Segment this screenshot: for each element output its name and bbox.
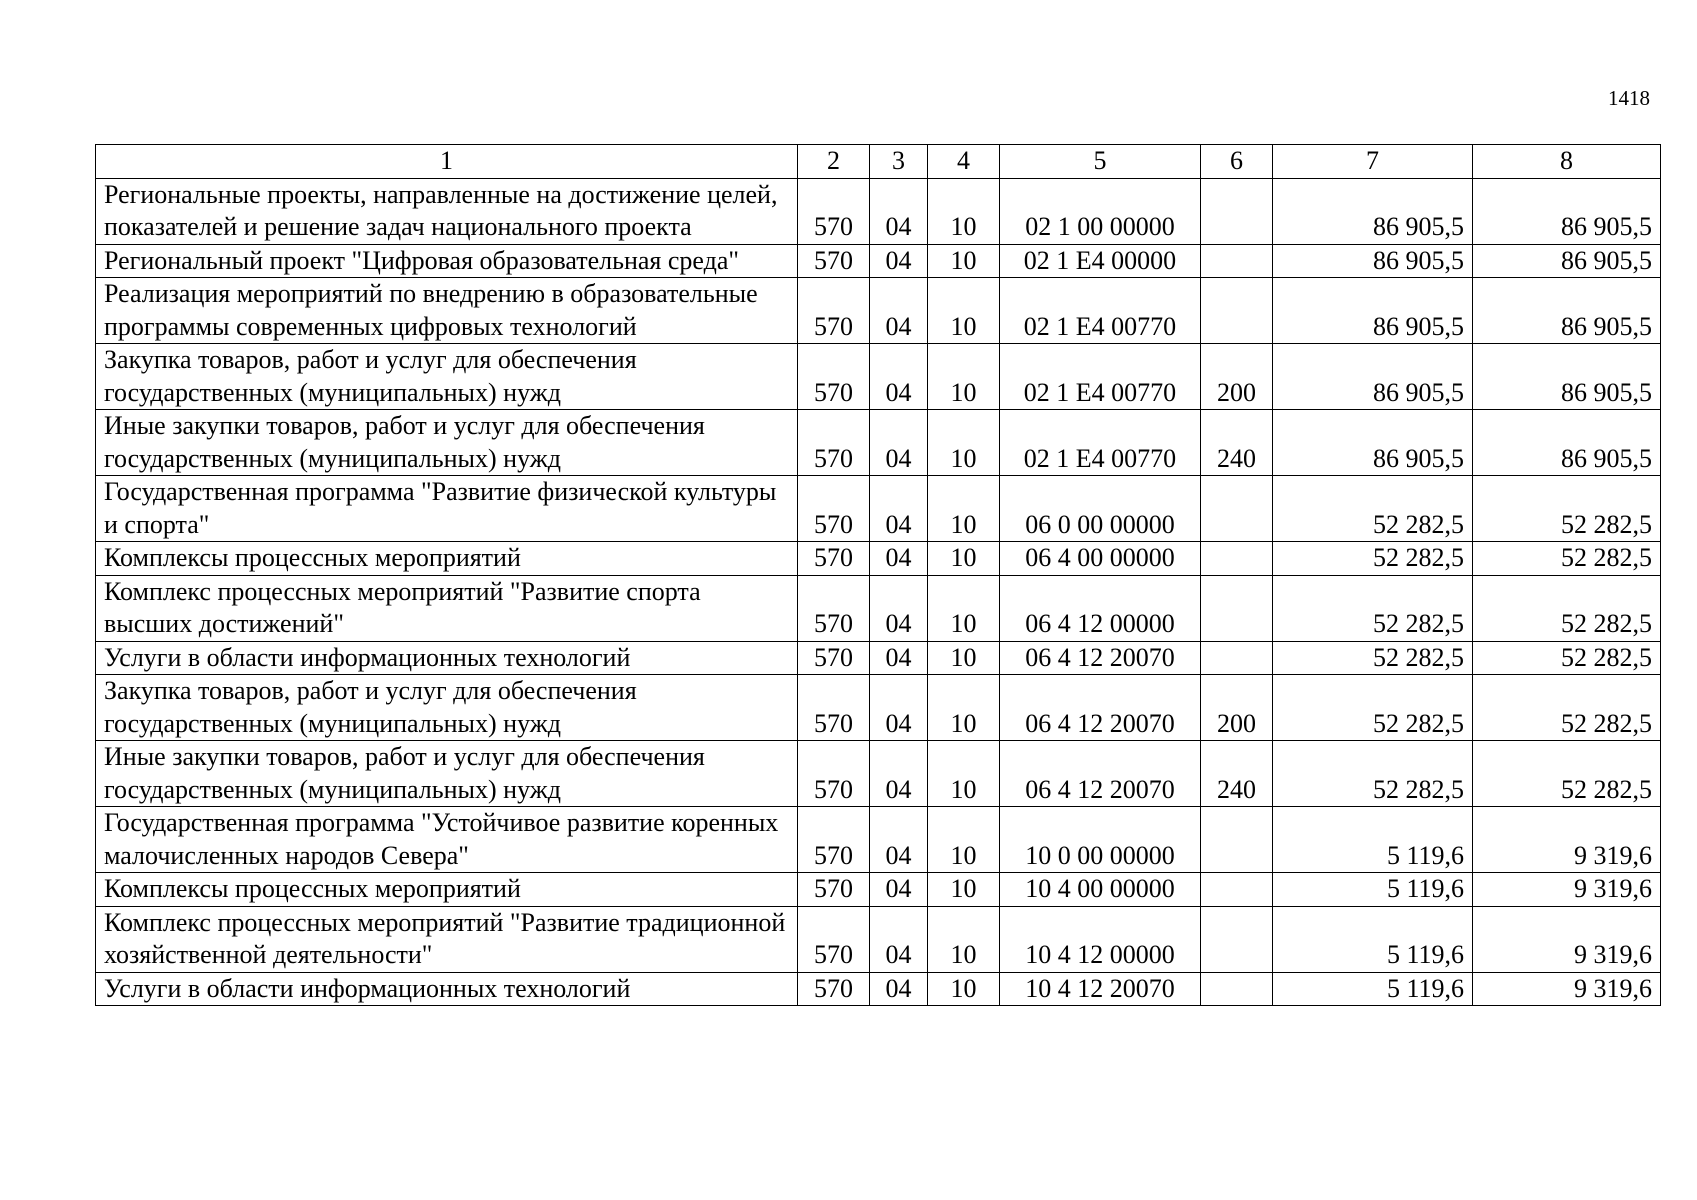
cell-target-article: 06 4 12 20070 (1000, 741, 1201, 807)
table-row (96, 807, 1661, 873)
table-row (96, 244, 1661, 278)
cell-target-article: 10 0 00 00000 (1000, 807, 1201, 873)
cell-subsection: 10 (928, 178, 1000, 244)
cell-amount-year2: 52 282,5 (1473, 542, 1661, 576)
cell-expense-type (1201, 178, 1273, 244)
cell-ministry-code: 570 (798, 410, 870, 476)
cell-expense-type (1201, 244, 1273, 278)
table-row (96, 741, 1661, 807)
cell-target-article: 02 1 Е4 00770 (1000, 278, 1201, 344)
cell-expense-type: 240 (1201, 410, 1273, 476)
cell-amount-year1: 86 905,5 (1273, 410, 1473, 476)
table-row (96, 873, 1661, 907)
cell-amount-year1: 86 905,5 (1273, 178, 1473, 244)
cell-section: 04 (870, 542, 928, 576)
column-header: 7 (1273, 145, 1473, 179)
cell-amount-year1: 86 905,5 (1273, 344, 1473, 410)
cell-subsection: 10 (928, 873, 1000, 907)
cell-amount-year2: 9 319,6 (1473, 873, 1661, 907)
cell-target-article: 06 4 00 00000 (1000, 542, 1201, 576)
cell-section: 04 (870, 575, 928, 641)
cell-ministry-code: 570 (798, 178, 870, 244)
cell-amount-year1: 52 282,5 (1273, 542, 1473, 576)
cell-target-article: 06 0 00 00000 (1000, 476, 1201, 542)
cell-amount-year2: 52 282,5 (1473, 675, 1661, 741)
cell-ministry-code: 570 (798, 476, 870, 542)
cell-subsection: 10 (928, 906, 1000, 972)
cell-ministry-code: 570 (798, 741, 870, 807)
cell-target-article: 02 1 00 00000 (1000, 178, 1201, 244)
header-row (96, 145, 1661, 179)
column-header: 6 (1201, 145, 1273, 179)
cell-amount-year2: 9 319,6 (1473, 906, 1661, 972)
cell-ministry-code: 570 (798, 641, 870, 675)
cell-ministry-code: 570 (798, 972, 870, 1006)
column-header: 3 (870, 145, 928, 179)
cell-expense-type (1201, 278, 1273, 344)
row-name: Услуги в области информационных технологий (96, 972, 798, 1006)
cell-target-article: 02 1 Е4 00770 (1000, 410, 1201, 476)
cell-amount-year1: 52 282,5 (1273, 575, 1473, 641)
cell-subsection: 10 (928, 807, 1000, 873)
cell-amount-year1: 52 282,5 (1273, 741, 1473, 807)
cell-subsection: 10 (928, 972, 1000, 1006)
row-name: Региональные проекты, направленные на достижение целей, показателей и решение задач национального проекта (96, 178, 798, 244)
table-row (96, 641, 1661, 675)
cell-section: 04 (870, 344, 928, 410)
cell-subsection: 10 (928, 675, 1000, 741)
table-row (96, 476, 1661, 542)
cell-expense-type (1201, 542, 1273, 576)
cell-section: 04 (870, 278, 928, 344)
cell-expense-type: 200 (1201, 675, 1273, 741)
cell-target-article: 06 4 12 20070 (1000, 675, 1201, 741)
cell-expense-type (1201, 807, 1273, 873)
cell-amount-year2: 86 905,5 (1473, 344, 1661, 410)
cell-ministry-code: 570 (798, 344, 870, 410)
cell-section: 04 (870, 476, 928, 542)
cell-section: 04 (870, 807, 928, 873)
cell-ministry-code: 570 (798, 906, 870, 972)
row-name: Реализация мероприятий по внедрению в образовательные программы современных цифровых технологий (96, 278, 798, 344)
cell-section: 04 (870, 873, 928, 907)
table-row (96, 178, 1661, 244)
cell-ministry-code: 570 (798, 542, 870, 576)
cell-ministry-code: 570 (798, 278, 870, 344)
cell-amount-year1: 5 119,6 (1273, 873, 1473, 907)
cell-amount-year2: 52 282,5 (1473, 476, 1661, 542)
cell-target-article: 06 4 12 00000 (1000, 575, 1201, 641)
row-name: Закупка товаров, работ и услуг для обеспечения государственных (муниципальных) нужд (96, 675, 798, 741)
cell-amount-year1: 5 119,6 (1273, 906, 1473, 972)
row-name: Государственная программа "Развитие физической культуры и спорта" (96, 476, 798, 542)
cell-ministry-code: 570 (798, 675, 870, 741)
row-name: Комплекс процессных мероприятий "Развитие традиционной хозяйственной деятельности" (96, 906, 798, 972)
column-header: 5 (1000, 145, 1201, 179)
cell-subsection: 10 (928, 575, 1000, 641)
cell-amount-year1: 52 282,5 (1273, 476, 1473, 542)
cell-target-article: 10 4 12 20070 (1000, 972, 1201, 1006)
cell-subsection: 10 (928, 476, 1000, 542)
cell-expense-type (1201, 873, 1273, 907)
cell-section: 04 (870, 906, 928, 972)
cell-expense-type (1201, 906, 1273, 972)
cell-expense-type (1201, 476, 1273, 542)
cell-amount-year1: 5 119,6 (1273, 972, 1473, 1006)
row-name: Региональный проект "Цифровая образовательная среда" (96, 244, 798, 278)
table-row (96, 410, 1661, 476)
cell-amount-year1: 86 905,5 (1273, 278, 1473, 344)
table-row (96, 906, 1661, 972)
cell-subsection: 10 (928, 244, 1000, 278)
cell-ministry-code: 570 (798, 873, 870, 907)
row-name: Закупка товаров, работ и услуг для обеспечения государственных (муниципальных) нужд (96, 344, 798, 410)
row-name: Иные закупки товаров, работ и услуг для обеспечения государственных (муниципальных) нужд (96, 741, 798, 807)
table-row (96, 575, 1661, 641)
cell-amount-year2: 9 319,6 (1473, 972, 1661, 1006)
table-row (96, 278, 1661, 344)
row-name: Иные закупки товаров, работ и услуг для обеспечения государственных (муниципальных) нужд (96, 410, 798, 476)
cell-ministry-code: 570 (798, 807, 870, 873)
cell-section: 04 (870, 178, 928, 244)
column-header: 4 (928, 145, 1000, 179)
cell-amount-year2: 52 282,5 (1473, 741, 1661, 807)
cell-target-article: 06 4 12 20070 (1000, 641, 1201, 675)
cell-expense-type: 240 (1201, 741, 1273, 807)
cell-section: 04 (870, 641, 928, 675)
cell-expense-type (1201, 641, 1273, 675)
cell-subsection: 10 (928, 278, 1000, 344)
cell-section: 04 (870, 972, 928, 1006)
cell-subsection: 10 (928, 410, 1000, 476)
budget-table (95, 144, 1661, 1006)
cell-section: 04 (870, 410, 928, 476)
cell-subsection: 10 (928, 542, 1000, 576)
cell-subsection: 10 (928, 741, 1000, 807)
cell-amount-year2: 9 319,6 (1473, 807, 1661, 873)
table-row (96, 344, 1661, 410)
table-body (96, 178, 1661, 1006)
table-row (96, 675, 1661, 741)
cell-section: 04 (870, 741, 928, 807)
cell-amount-year1: 52 282,5 (1273, 641, 1473, 675)
cell-subsection: 10 (928, 641, 1000, 675)
cell-target-article: 10 4 12 00000 (1000, 906, 1201, 972)
cell-amount-year2: 52 282,5 (1473, 575, 1661, 641)
column-header: 1 (96, 145, 798, 179)
cell-expense-type (1201, 972, 1273, 1006)
cell-amount-year2: 52 282,5 (1473, 641, 1661, 675)
cell-target-article: 02 1 Е4 00770 (1000, 344, 1201, 410)
row-name: Комплексы процессных мероприятий (96, 873, 798, 907)
cell-target-article: 10 4 00 00000 (1000, 873, 1201, 907)
cell-amount-year1: 86 905,5 (1273, 244, 1473, 278)
table-row (96, 972, 1661, 1006)
cell-amount-year2: 86 905,5 (1473, 178, 1661, 244)
cell-expense-type: 200 (1201, 344, 1273, 410)
cell-amount-year1: 52 282,5 (1273, 675, 1473, 741)
cell-ministry-code: 570 (798, 575, 870, 641)
row-name: Услуги в области информационных технологий (96, 641, 798, 675)
row-name: Комплекс процессных мероприятий "Развитие спорта высших достижений" (96, 575, 798, 641)
cell-target-article: 02 1 Е4 00000 (1000, 244, 1201, 278)
column-header: 8 (1473, 145, 1661, 179)
page-number: 1418 (1608, 86, 1650, 110)
cell-amount-year1: 5 119,6 (1273, 807, 1473, 873)
cell-section: 04 (870, 675, 928, 741)
table-row (96, 542, 1661, 576)
cell-ministry-code: 570 (798, 244, 870, 278)
row-name: Комплексы процессных мероприятий (96, 542, 798, 576)
cell-expense-type (1201, 575, 1273, 641)
cell-subsection: 10 (928, 344, 1000, 410)
cell-section: 04 (870, 244, 928, 278)
column-header: 2 (798, 145, 870, 179)
row-name: Государственная программа "Устойчивое развитие коренных малочисленных народов Севера" (96, 807, 798, 873)
cell-amount-year2: 86 905,5 (1473, 278, 1661, 344)
cell-amount-year2: 86 905,5 (1473, 244, 1661, 278)
cell-amount-year2: 86 905,5 (1473, 410, 1661, 476)
